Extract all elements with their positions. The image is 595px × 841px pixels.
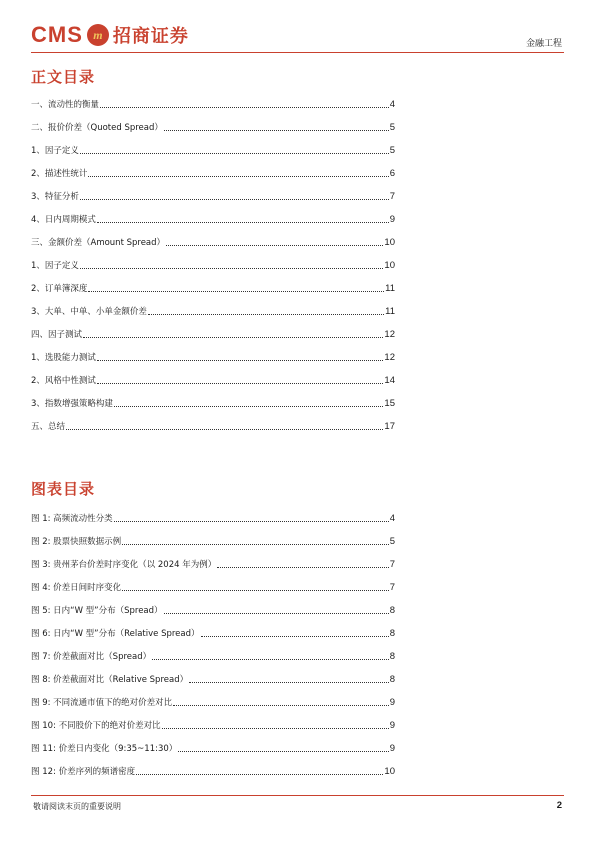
- figure-entry-label: 图 6: 日内“W 型”分布（Relative Spread）: [31, 629, 200, 639]
- toc-entry-page: 10: [384, 260, 395, 271]
- dot-leader: [178, 750, 388, 752]
- toc-entry-page: 15: [384, 398, 395, 409]
- figure-entry-page: 9: [389, 743, 395, 754]
- toc-entry-page: 11: [385, 283, 395, 294]
- figure-entry-page: 7: [389, 559, 395, 570]
- dot-leader: [100, 106, 389, 108]
- figure-entry-label: 图 7: 价差截面对比（Spread）: [31, 652, 152, 662]
- dot-leader: [152, 658, 389, 660]
- figure-entry-page: 8: [389, 605, 395, 616]
- figure-entry-page: 8: [389, 651, 395, 662]
- toc-entry-label: 一、流动性的衡量: [31, 100, 100, 110]
- figure-entry[interactable]: [31, 742, 395, 754]
- toc-entry-page: 6: [389, 168, 395, 179]
- dot-leader: [97, 359, 384, 361]
- toc-entry-page: 10: [384, 237, 395, 248]
- toc-entry-page: 14: [384, 375, 395, 386]
- footer-divider: [31, 795, 564, 796]
- toc-entry-page: 7: [389, 191, 395, 202]
- toc-entry-label: 3、特征分析: [31, 192, 79, 202]
- toc-entry-page: 12: [384, 352, 395, 363]
- dot-leader: [164, 612, 389, 614]
- figure-entry-label: 图 10: 不同股价下的绝对价差对比: [31, 721, 161, 731]
- figure-entry-page: 9: [389, 720, 395, 731]
- company-logo: [31, 20, 189, 50]
- logo-mark-icon: [87, 24, 109, 46]
- figure-entry[interactable]: [31, 696, 395, 708]
- toc-title: 正文目录: [31, 68, 96, 86]
- toc-entry-label: 四、因子测试: [31, 330, 83, 340]
- toc-entry[interactable]: [31, 121, 395, 133]
- dot-leader: [173, 704, 389, 706]
- dot-leader: [136, 773, 383, 775]
- toc-entry-label: 2、订单簿深度: [31, 284, 88, 294]
- toc-entry[interactable]: [31, 213, 395, 225]
- dot-leader: [97, 221, 389, 223]
- figure-entry-label: 图 2: 股票快照数据示例: [31, 537, 122, 547]
- figure-entry-page: 10: [384, 766, 395, 777]
- dot-leader: [164, 129, 389, 131]
- figure-entry-label: 图 11: 价差日内变化（9:35~11:30）: [31, 744, 178, 754]
- figure-entry-page: 5: [389, 536, 395, 547]
- figure-entry-page: 7: [389, 582, 395, 593]
- dot-leader: [83, 336, 383, 338]
- dot-leader: [80, 267, 384, 269]
- figure-entry[interactable]: [31, 581, 395, 593]
- dot-leader: [201, 635, 389, 637]
- page-number: 2: [556, 800, 562, 811]
- toc-entry[interactable]: [31, 374, 395, 386]
- toc-entry[interactable]: [31, 397, 395, 409]
- logo-chinese: 招商证券: [112, 26, 189, 47]
- toc-entry[interactable]: [31, 190, 395, 202]
- toc-entry[interactable]: [31, 282, 395, 294]
- figure-entry-label: 图 8: 价差截面对比（Relative Spread）: [31, 675, 189, 685]
- toc-entry-label: 1、选股能力测试: [31, 353, 96, 363]
- toc-entry[interactable]: [31, 236, 395, 248]
- figure-entry[interactable]: [31, 558, 395, 570]
- toc-entry-label: 1、因子定义: [31, 261, 79, 271]
- toc-entry-page: 9: [389, 214, 395, 225]
- logo-latin: CMS: [31, 22, 83, 47]
- toc-entry-label: 二、报价价差（Quoted Spread）: [31, 123, 163, 133]
- disclaimer-note: 敬请阅读末页的重要说明: [33, 802, 121, 811]
- toc-entry[interactable]: [31, 144, 395, 156]
- toc-entry-page: 5: [389, 145, 395, 156]
- toc-entry[interactable]: [31, 98, 395, 110]
- toc-entry-label: 3、大单、中单、小单金额价差: [31, 307, 147, 317]
- dot-leader: [217, 566, 388, 568]
- dot-leader: [148, 313, 384, 315]
- figure-entry-label: 图 3: 贵州茅台价差时序变化（以 2024 年为例）: [31, 560, 217, 570]
- figure-entry-label: 图 4: 价差日间时序变化: [31, 583, 122, 593]
- figure-entry[interactable]: [31, 627, 395, 639]
- figure-entry[interactable]: [31, 535, 395, 547]
- dot-leader: [66, 428, 383, 430]
- toc-entry-label: 4、日内周期模式: [31, 215, 96, 225]
- dot-leader: [80, 152, 389, 154]
- dot-leader: [162, 727, 389, 729]
- toc-entry-label: 三、金额价差（Amount Spread）: [31, 238, 166, 248]
- dot-leader: [80, 198, 389, 200]
- toc-entry[interactable]: [31, 305, 395, 317]
- figure-entry-page: 9: [389, 697, 395, 708]
- figures-title: 图表目录: [31, 480, 96, 498]
- dot-leader: [166, 244, 383, 246]
- figure-entry-label: 图 5: 日内“W 型”分布（Spread）: [31, 606, 163, 616]
- toc-entry[interactable]: [31, 420, 395, 432]
- toc-entry-label: 五、总结: [31, 422, 66, 432]
- toc-entry-label: 2、风格中性测试: [31, 376, 96, 386]
- toc-entry-label: 3、指数增强策略构建: [31, 399, 113, 409]
- dot-leader: [189, 681, 389, 683]
- dot-leader: [114, 405, 384, 407]
- figure-entry-label: 图 9: 不同流通市值下的绝对价差对比: [31, 698, 173, 708]
- dot-leader: [122, 543, 389, 545]
- toc-entry[interactable]: [31, 351, 395, 363]
- figure-entry-page: 4: [389, 513, 395, 524]
- toc-entry-page: 11: [385, 306, 395, 317]
- toc-entry[interactable]: [31, 328, 395, 340]
- dot-leader: [97, 382, 384, 384]
- page-header: [0, 0, 595, 56]
- toc-entry-label: 2、描述性统计: [31, 169, 88, 179]
- figure-entry[interactable]: [31, 719, 395, 731]
- header-divider: [31, 52, 564, 53]
- figure-entry[interactable]: [31, 650, 395, 662]
- figure-entry-label: 图 1: 高频流动性分类: [31, 514, 113, 524]
- figure-entry[interactable]: [31, 512, 395, 524]
- figure-entry-page: 8: [389, 628, 395, 639]
- toc-entry-page: 12: [384, 329, 395, 340]
- report-category: 金融工程: [525, 39, 562, 49]
- figure-entry[interactable]: [31, 673, 395, 685]
- dot-leader: [122, 589, 389, 591]
- dot-leader: [88, 290, 384, 292]
- figure-entry-page: 8: [389, 674, 395, 685]
- dot-leader: [114, 520, 389, 522]
- toc-entry-page: 5: [389, 122, 395, 133]
- toc-entry-label: 1、因子定义: [31, 146, 79, 156]
- toc-entry[interactable]: [31, 167, 395, 179]
- toc-entry-page: 4: [389, 99, 395, 110]
- figure-entry[interactable]: [31, 604, 395, 616]
- figure-entry[interactable]: [31, 765, 395, 777]
- dot-leader: [88, 175, 388, 177]
- logo-mark-text: m: [93, 27, 103, 42]
- toc-entry[interactable]: [31, 259, 395, 271]
- toc-entry-page: 17: [384, 421, 395, 432]
- figure-entry-label: 图 12: 价差序列的频谱密度: [31, 767, 136, 777]
